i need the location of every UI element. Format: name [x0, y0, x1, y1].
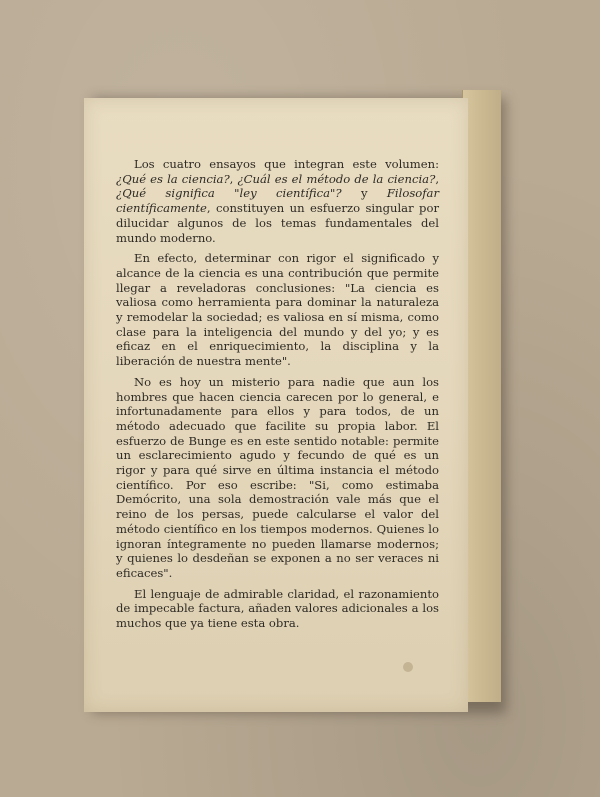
paper-stain: [403, 662, 413, 672]
paragraph-3: No es hoy un misterio para nadie que aun los hombres que hacen ciencia carecen por lo general, e infortunadamente para ellos y para todos, de un método adecuado que facilite su propia labor. El esfuerzo de Bunge es en este sentido notable: permite un esclarecimiento agudo y fecundo de qué es un rigor y para qué sirve en última instancia el método científico. Por eso escribe: "Si, como estimaba Demócrito, una sola demostración vale más que el reino de los persas, puede calcularse el valor del método científico en los tiempos modernos. Quienes lo ignoran íntegramente no pueden llamarse modernos; y quienes lo desdeñan se exponen a no ser veraces ni eficaces".: [116, 374, 439, 580]
p1-text-1: Los cuatro ensayos que integran este volumen:: [134, 157, 439, 171]
p1-text-4: y: [341, 186, 387, 201]
p1-title-4: Filosofar científicamente: [116, 186, 439, 216]
p1-title-3: ¿Qué significa "ley científica"?: [116, 186, 342, 201]
paragraph-2: En efecto, determinar con rigor el significado y alcance de la ciencia es una contribución que permite llegar a reveladoras conclusiones: "La ciencia es valiosa como herramienta para dominar la naturaleza y remodelar la sociedad; es valiosa en sí misma, como clase para la inteligencia del mundo y del yo; y es eficaz en el enriquecimiento, la disciplina y la liberación de nuestra mente".: [116, 251, 439, 369]
p1-text-3: ,: [435, 171, 439, 186]
paragraph-1: [116, 157, 439, 245]
p1-title-2: ¿Cuál es el método de la ciencia?: [237, 171, 436, 186]
back-cover-text: [116, 157, 439, 637]
p1-text-2: ,: [229, 171, 238, 186]
p1-title-1: ¿Qué es la ciencia?: [116, 171, 230, 186]
paragraph-4: El lenguaje de admirable claridad, el razonamiento de impecable factura, añaden valores adicionales a los muchos que ya tiene esta obra.: [116, 586, 439, 631]
p1-text-5: , constituyen un esfuerzo singular por dilucidar algunos de los temas fundamentales del mundo moderno.: [116, 201, 439, 245]
